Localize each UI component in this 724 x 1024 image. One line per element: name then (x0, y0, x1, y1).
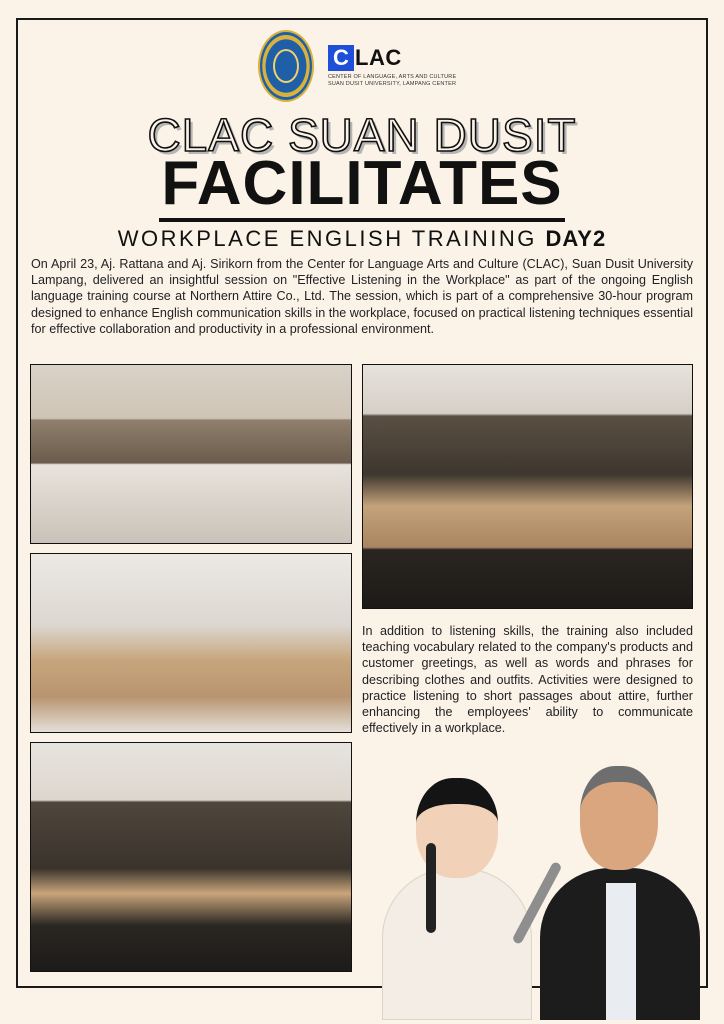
details-paragraph: In addition to listening skills, the training also included teaching vocabulary related to the company's products and customer greetings, as well as words and phrases for describing clothes and outfits. Activities were designed to practice listening to short passages about attire, further enhancing the employees' ability to communicate effectively in a workplace. (362, 624, 693, 736)
instructor-man-shirt (606, 883, 636, 1020)
clac-subline-2: SUAN DUSIT UNIVERSITY, LAMPANG CENTER (328, 80, 457, 87)
subheadline-main: WORKPLACE ENGLISH TRAINING (117, 226, 546, 251)
instructor-woman-jacket (382, 868, 532, 1020)
clac-c-block: C (328, 45, 354, 71)
clac-letters: LAC (355, 44, 402, 70)
seal-emblem (273, 49, 299, 83)
clac-subtitle (328, 74, 456, 88)
training-photo-group-circle (30, 364, 352, 544)
subheadline-day: DAY2 (545, 226, 607, 251)
training-photo-boots-display (362, 364, 693, 609)
instructors-cutout-photo (370, 748, 708, 1020)
university-seal-logo (258, 30, 314, 102)
training-photo-showroom (30, 742, 352, 972)
clac-wordmark (328, 45, 456, 71)
microphone-icon (426, 843, 436, 933)
logo-row (258, 30, 456, 102)
subheadline (0, 226, 724, 252)
instructor-man-head (580, 766, 658, 870)
clac-subline-1: CENTER OF LANGUAGE, ARTS AND CULTURE (328, 73, 457, 80)
intro-paragraph: On April 23, Aj. Rattana and Aj. Sirikorn from the Center for Language Arts and Culture (CLAC), Suan Dusit University Lampang, delivered an insightful session on "Effective Listening in the Workplace" as part of the ongoing English language training course at Northern Attire Co., Ltd. The session, which is part of a comprehensive 30-hour program designed to enhance English communication skills in the workplace, focused on practical listening techniques essential for effective collaboration and productivity in a professional environment. (31, 257, 693, 336)
clac-logo (328, 45, 456, 88)
headline-line-1: CLAC SUAN DUSIT (147, 109, 577, 161)
headline-facilitates: FACILITATES (159, 149, 564, 222)
headline-line-2 (0, 149, 724, 218)
training-photo-classroom (30, 553, 352, 733)
